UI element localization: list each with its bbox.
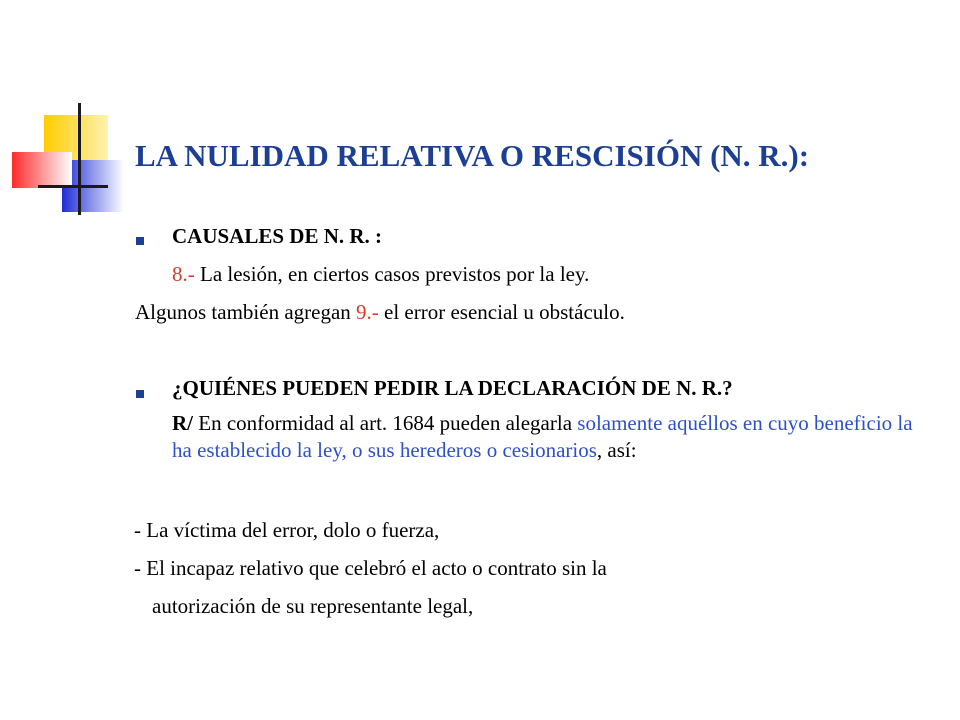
answer-text-end: , así: [596,438,637,462]
answer-text: En conformidad al art. 1684 pueden alegarla [193,411,578,435]
item-number: 9.- [356,300,379,324]
decorative-squares-logo [0,0,200,230]
causal-item-8 [172,261,589,287]
item-text: el error esencial u obstáculo. [378,300,625,324]
list-item-incapaz: - El incapaz relativo que celebró el acto o contrato sin la [134,556,607,580]
item-prefix: Algunos también agregan [135,300,357,324]
answer-r-label: R/ [172,411,193,435]
answer-paragraph [172,410,932,464]
causales-heading: CAUSALES DE N. R. : [172,224,383,248]
list-item-incapaz-cont: autorización de su representante legal, [152,594,474,618]
slide-title: LA NULIDAD RELATIVA O RESCISIÓN (N. R.): [135,138,810,173]
item-number: 8.- [172,262,195,286]
causal-item-9 [135,299,625,325]
answer-highlight: solamente aquéllos en cuyo beneficio la ha establecido la ley, o sus herederos o cesionarios [172,411,913,462]
list-item-victima: - La víctima del error, dolo o fuerza, [134,518,440,542]
quienes-heading: ¿QUIÉNES PUEDEN PEDIR LA DECLARACIÓN DE N. R.? [172,376,733,400]
item-text: La lesión, en ciertos casos previstos por la ley. [194,262,590,286]
bullet-marker [136,237,144,245]
bullet-marker [136,390,144,398]
